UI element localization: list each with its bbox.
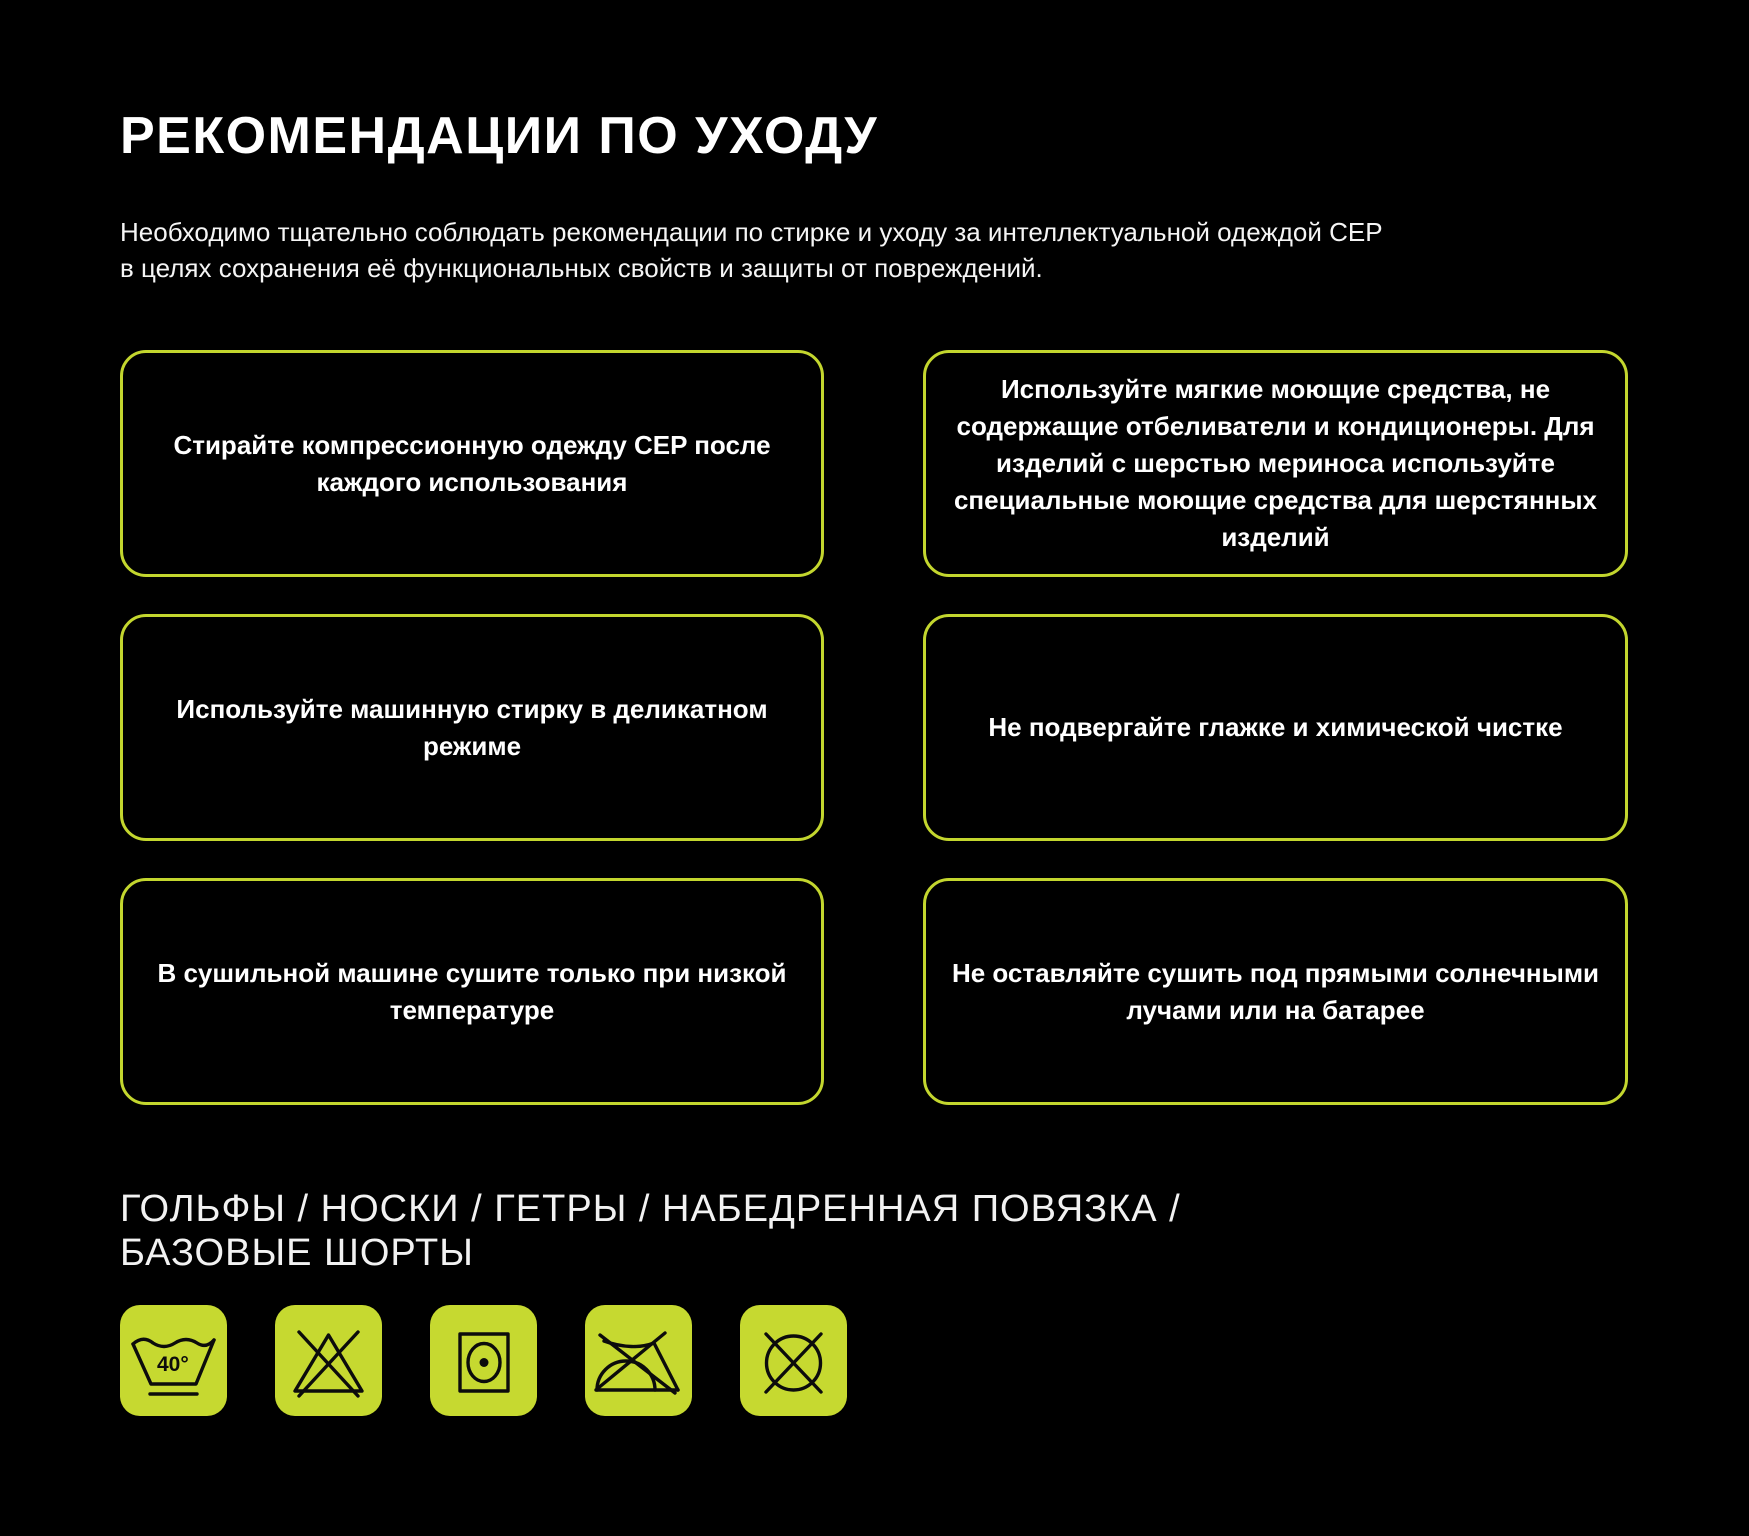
wash-40-icon <box>120 1305 227 1416</box>
care-card-text: Не подвергайте глажке и химической чистке <box>988 712 1563 742</box>
intro-line-1: Необходимо тщательно соблюдать рекомендации по стирке и уходу за интеллектуальной одеждой CEP <box>120 217 1383 247</box>
care-card-text: Стирайте компрессионную одежду CEP после каждого использования <box>173 429 771 497</box>
care-icons-row <box>120 1305 1629 1416</box>
care-card-no-iron-no-dry-clean <box>923 614 1628 841</box>
care-card-no-direct-sunlight <box>923 878 1628 1105</box>
care-card-tumble-dry-low <box>120 878 824 1105</box>
do-not-bleach-icon <box>275 1305 382 1416</box>
product-types-line-2: БАЗОВЫЕ ШОРТЫ <box>120 1232 474 1274</box>
care-card-text: В сушильной машине сушите только при низкой температуре <box>157 957 787 1025</box>
care-card-machine-wash-delicate <box>120 614 824 841</box>
care-card-text: Не оставляйте сушить под прямыми солнечными лучами или на батарее <box>951 957 1600 1025</box>
product-types-heading <box>120 1187 1629 1275</box>
product-types-line-1: ГОЛЬФЫ / НОСКИ / ГЕТРЫ / НАБЕДРЕННАЯ ПОВЯЗКА / <box>120 1188 1181 1230</box>
care-card-text: Используйте мягкие моющие средства, не содержащие отбеливатели и кондиционеры. Для изделий с шерстью мериноса используйте специальные моющие средства для шерстянных изделий <box>953 374 1598 552</box>
care-card-wash-after-use <box>120 350 824 577</box>
do-not-dry-clean-icon <box>740 1305 847 1416</box>
page-title: РЕКОМЕНДАЦИИ ПО УХОДУ <box>120 107 879 165</box>
do-not-iron-icon <box>585 1305 692 1416</box>
intro-text <box>120 214 1629 286</box>
tumble-dry-low-icon <box>430 1305 537 1416</box>
wash-temperature-label: 40° <box>157 1353 189 1376</box>
care-card-mild-detergent <box>923 350 1628 577</box>
care-card-text: Используйте машинную стирку в деликатном режиме <box>176 693 768 761</box>
intro-line-2: в целях сохранения её функциональных свойств и защиты от повреждений. <box>120 253 1043 283</box>
care-cards-grid <box>120 350 1629 1105</box>
